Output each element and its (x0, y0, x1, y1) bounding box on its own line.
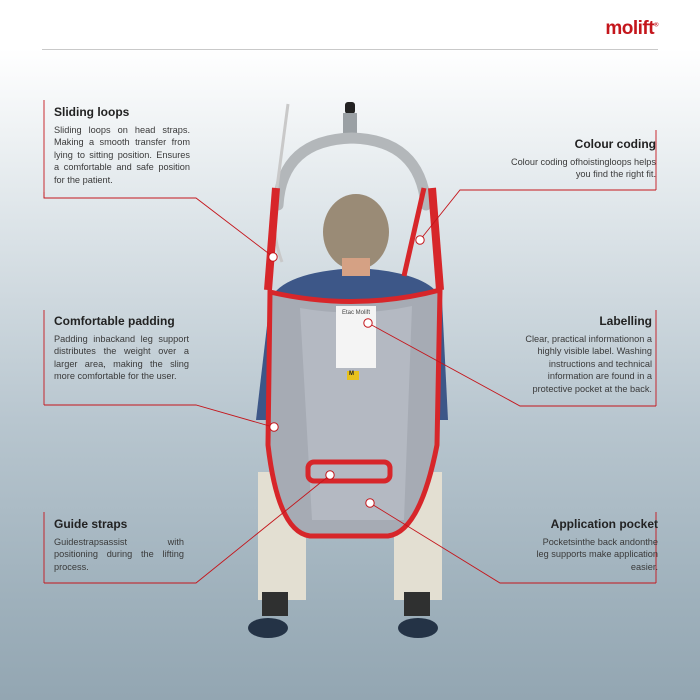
sling-label-brand: Etac Molift (341, 310, 370, 316)
colour-coding-callout (506, 138, 656, 181)
application-pocket-callout (533, 518, 658, 573)
comfortable-padding-title: Comfortable padding (54, 314, 175, 328)
sliding-loops-title: Sliding loops (54, 105, 130, 119)
guide-straps-callout (54, 518, 184, 573)
guide-straps-title: Guide straps (54, 517, 128, 531)
colour-coding-text: Colour coding ofhoistingloops helps you find the right fit. (510, 156, 656, 180)
molift-logo: molift® (605, 18, 658, 39)
comfortable-padding-text: Padding inbackand leg support distributes the weight over a larger area, making the sling more comfortable for the user. (54, 333, 189, 382)
sling-size-badge: M (349, 371, 354, 377)
guide-straps-text: Guidestrapsassist with positioning during the lifting process. (54, 536, 184, 572)
colour-coding-title: Colour coding (574, 137, 656, 151)
labelling-callout (512, 315, 652, 396)
application-pocket-text: Pocketsinthe back andonthe leg supports make application easier. (536, 536, 658, 572)
labelling-title: Labelling (599, 314, 652, 328)
labelling-text: Clear, practical informationon a highly visible label. Washing instructions and technical information are found in a protective pocket at the back. (525, 333, 652, 394)
comfortable-padding-callout (54, 315, 189, 383)
application-pocket-title: Application pocket (550, 517, 658, 531)
sliding-loops-text: Sliding loops on head straps. Making a smooth transfer from lying to sitting position. Ensures a comfortable and safe position for the patient. (54, 124, 190, 185)
sliding-loops-callout (54, 106, 190, 187)
